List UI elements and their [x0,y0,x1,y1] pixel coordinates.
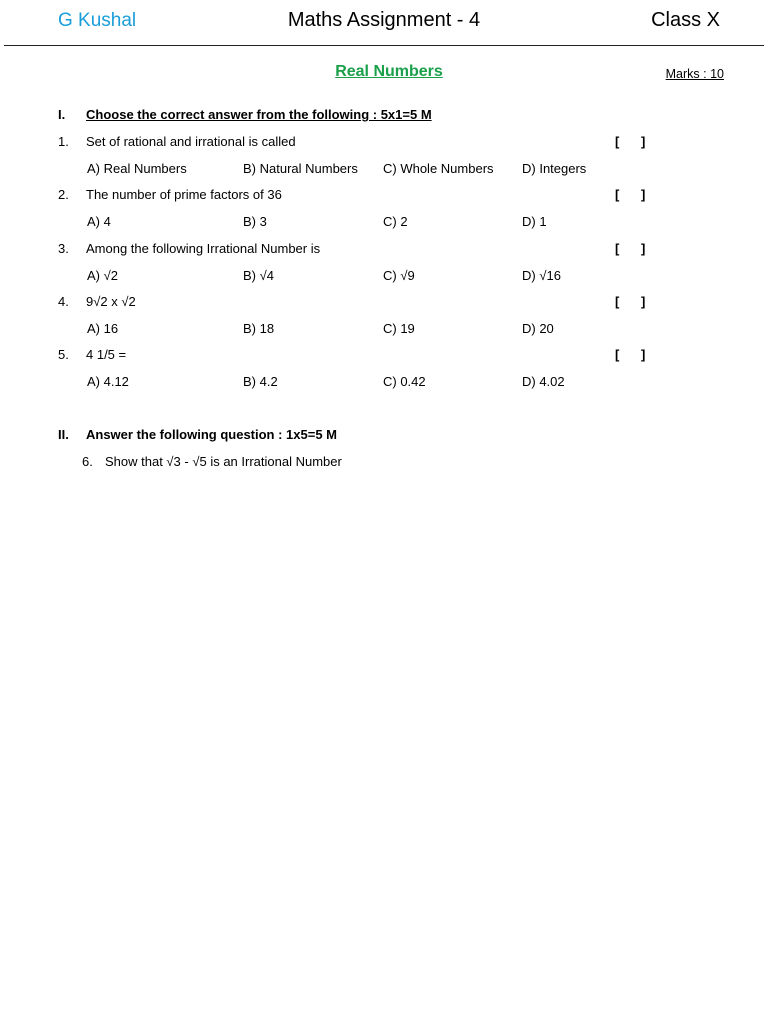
bracket-open: [ [615,187,620,202]
question-text: 9√2 x √2 [86,294,136,309]
option-b: B) 3 [243,214,267,229]
option-b: B) 18 [243,321,275,336]
question-number: 6. [82,454,93,469]
question-text: 4 1/5 = [86,347,127,362]
bracket-open: [ [615,134,620,149]
subject-title: Real Numbers [335,63,443,80]
section-instructions: Answer the following question : 1x5=5 M [86,427,338,442]
option-c: C) 0.42 [383,374,426,389]
option-d: D) 1 [522,214,547,229]
bracket-open: [ [615,347,620,362]
document-title: Maths Assignment - 4 [287,9,481,31]
total-marks: Marks : 10 [665,67,724,81]
option-d: D) 20 [522,321,554,336]
question-text: Show that √3 - √5 is an Irrational Number [105,454,342,469]
question-number: 2. [58,187,69,202]
bracket-close: ] [641,347,646,362]
option-a: A) √2 [87,268,118,283]
option-d: D) 4.02 [522,374,565,389]
option-c: C) √9 [383,268,415,283]
question-text: Among the following Irrational Number is [86,241,321,256]
option-d: D) Integers [522,161,587,176]
option-b: B) 4.2 [243,374,278,389]
bracket-close: ] [641,294,646,309]
bracket-close: ] [641,187,646,202]
question-number: 3. [58,241,69,256]
author-name: G Kushal [58,10,137,31]
bracket-open: [ [615,294,620,309]
question-number: 4. [58,294,69,309]
question-number: 5. [58,347,69,362]
option-d: D) √16 [522,268,561,283]
option-a: A) 16 [87,321,119,336]
option-c: C) 19 [383,321,415,336]
section-instructions: Choose the correct answer from the following : 5x1=5 M [86,107,432,122]
question-number: 1. [58,134,69,149]
option-c: C) 2 [383,214,408,229]
question-text: The number of prime factors of 36 [86,187,282,202]
section-number: I. [58,107,66,122]
option-b: B) Natural Numbers [243,161,358,176]
bracket-open: [ [615,241,620,256]
section-number: II. [58,427,69,442]
option-b: B) √4 [243,268,274,283]
option-c: C) Whole Numbers [383,161,494,176]
bracket-close: ] [641,241,646,256]
class-label: Class X [651,9,720,31]
question-text: Set of rational and irrational is called [86,134,296,149]
option-a: A) 4.12 [87,374,129,389]
bracket-close: ] [641,134,646,149]
header-divider [4,45,764,46]
page-header [0,0,768,46]
option-a: A) Real Numbers [87,161,187,176]
option-a: A) 4 [87,214,111,229]
